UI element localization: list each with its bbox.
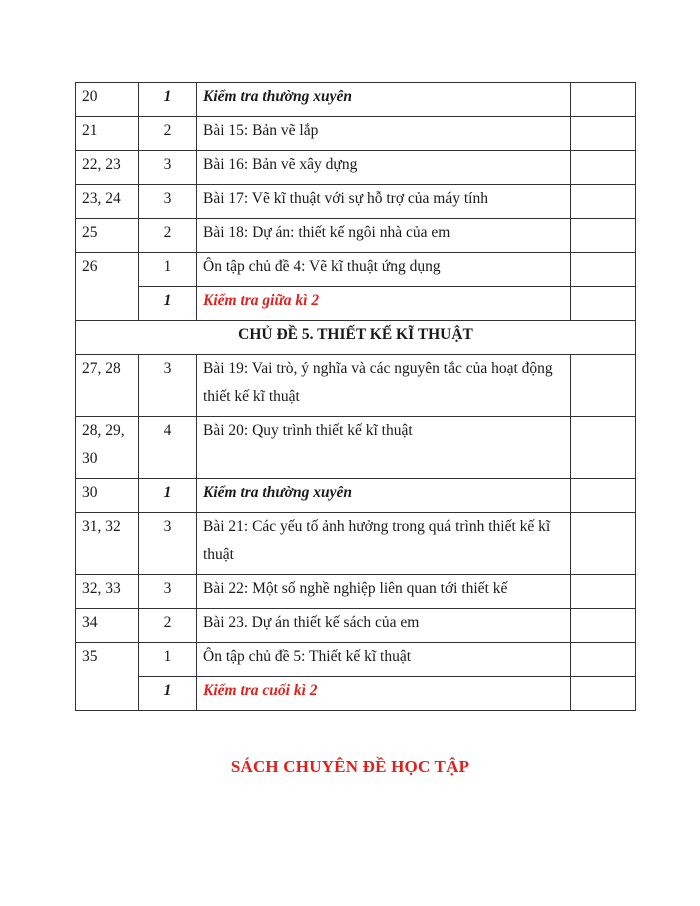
lesson-cell: Kiểm tra thường xuyên [197,83,571,117]
lesson-plan-table [75,82,636,711]
lesson-cell: Bài 16: Bản vẽ xây dựng [197,151,571,185]
lesson-cell: Kiểm tra giữa kì 2 [197,287,571,321]
periods-cell: 1 [139,643,197,677]
note-cell [571,117,636,151]
table-row [76,253,636,287]
table-row [76,609,636,643]
note-cell [571,513,636,575]
periods-cell: 2 [139,609,197,643]
lesson-cell: Kiểm tra cuối kì 2 [197,677,571,711]
table-row [76,355,636,417]
week-cell: 25 [76,219,139,253]
note-cell [571,219,636,253]
table-row [76,287,636,321]
table-row [76,479,636,513]
week-cell: 31, 32 [76,513,139,575]
note-cell [571,643,636,677]
week-cell: 28, 29, 30 [76,417,139,479]
lesson-cell: Ôn tập chủ đề 4: Vẽ kĩ thuật ứng dụng [197,253,571,287]
week-cell: 22, 23 [76,151,139,185]
note-cell [571,151,636,185]
note-cell [571,609,636,643]
section-row [76,321,636,355]
periods-cell: 3 [139,355,197,417]
section-title: CHỦ ĐỀ 5. THIẾT KẾ KĨ THUẬT [76,321,636,355]
note-cell [571,83,636,117]
week-cell: 27, 28 [76,355,139,417]
week-cell: 20 [76,83,139,117]
table-row [76,417,636,479]
table-row [76,83,636,117]
table-row [76,513,636,575]
lesson-cell: Bài 18: Dự án: thiết kế ngôi nhà của em [197,219,571,253]
periods-cell: 2 [139,219,197,253]
week-cell: 34 [76,609,139,643]
periods-cell: 1 [139,479,197,513]
week-cell: 32, 33 [76,575,139,609]
table-row [76,185,636,219]
periods-cell: 1 [139,253,197,287]
lesson-cell: Kiểm tra thường xuyên [197,479,571,513]
periods-cell: 1 [139,677,197,711]
periods-cell: 3 [139,513,197,575]
periods-cell: 2 [139,117,197,151]
lesson-cell: Bài 23. Dự án thiết kế sách của em [197,609,571,643]
lesson-cell: Bài 17: Vẽ kĩ thuật với sự hỗ trợ của máy tính [197,185,571,219]
week-cell: 26 [76,253,139,321]
week-cell: 35 [76,643,139,711]
table-row [76,151,636,185]
week-cell: 23, 24 [76,185,139,219]
lesson-cell: Bài 22: Một số nghề nghiệp liên quan tới thiết kế [197,575,571,609]
table-row [76,643,636,677]
note-cell [571,575,636,609]
table-row [76,677,636,711]
table-row [76,575,636,609]
periods-cell: 4 [139,417,197,479]
week-cell: 30 [76,479,139,513]
periods-cell: 3 [139,575,197,609]
lesson-cell: Bài 15: Bản vẽ lắp [197,117,571,151]
table-row [76,219,636,253]
table-row [76,117,636,151]
note-cell [571,677,636,711]
periods-cell: 1 [139,287,197,321]
note-cell [571,355,636,417]
lesson-cell: Bài 20: Quy trình thiết kế kĩ thuật [197,417,571,479]
lesson-cell: Bài 19: Vai trò, ý nghĩa và các nguyên tắc của hoạt động thiết kế kĩ thuật [197,355,571,417]
lesson-cell: Ôn tập chủ đề 5: Thiết kế kĩ thuật [197,643,571,677]
periods-cell: 3 [139,151,197,185]
note-cell [571,253,636,287]
note-cell [571,417,636,479]
periods-cell: 3 [139,185,197,219]
note-cell [571,287,636,321]
week-cell: 21 [76,117,139,151]
note-cell [571,479,636,513]
section-heading: SÁCH CHUYÊN ĐỀ HỌC TẬP [230,757,470,776]
lesson-cell: Bài 21: Các yếu tố ảnh hưởng trong quá trình thiết kế kĩ thuật [197,513,571,575]
periods-cell: 1 [139,83,197,117]
note-cell [571,185,636,219]
